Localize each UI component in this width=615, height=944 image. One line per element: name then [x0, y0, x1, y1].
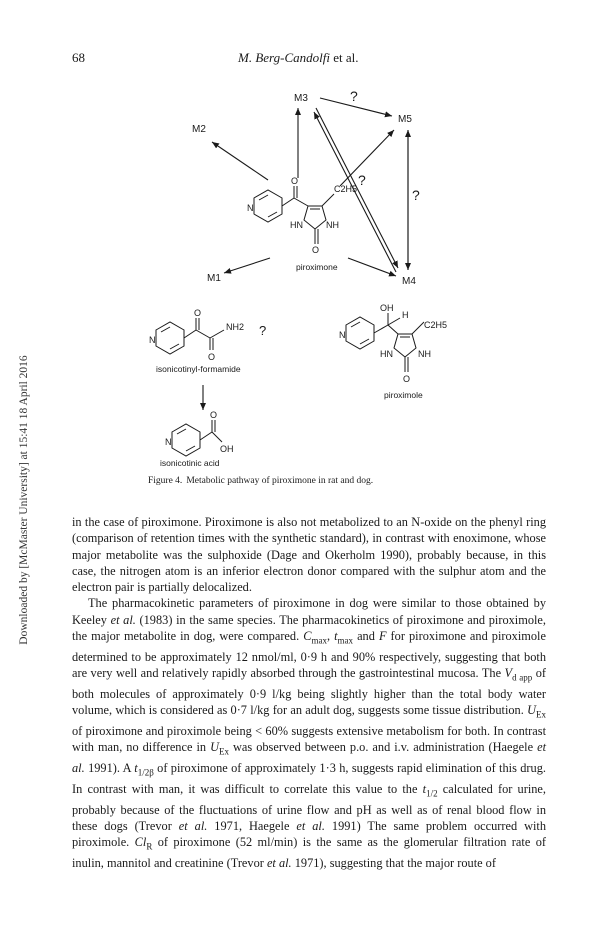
isonicotinic-acid-structure	[172, 420, 222, 456]
running-title-etal: et al.	[333, 50, 359, 65]
m1-label: M1	[207, 273, 221, 284]
tmax-sub: max	[337, 635, 354, 646]
formamide-name: isonicotinyl-formamide	[156, 364, 241, 374]
p2-d: for piroximone and piroximole determined to be approximately 12 nmol/ml, 0·9 h and 90% respectively, suggesting that both are very well and relatively rapidly absorbed through the gastrointestinal mucosa. The	[72, 629, 546, 681]
piroximole-h: H	[402, 310, 409, 320]
p2-a: The pharmacokinetic parameters of piroximone in dog were similar to those obtained by Keeley	[72, 596, 546, 627]
acid-o: O	[210, 410, 218, 420]
paragraph-2: The pharmacokinetic parameters of piroximone in dog were similar to those obtained by Keeley et al. (1983) in the same species. The pharmacokinetics of piroximone and piroximole, the major metabolite in dog, were compared. $C_{max}$, $t_{max}$ and F for piroximone and piroximole determined to be approximately 12 nmol/ml, 0·9 h and 90% respectively, suggesting that both are very well and relatively rapidly absorbed through the gastrointestinal mucosa. The $V_{d app}$ of both molecules of approximately 0·9 l/kg being slightly higher than the total body water volume, which is considered as 0·7 l/kg for an adult dog, suggests some tissue distribution. $U_{Ex}$ of piroximone and piroximole being < 60% suggests extensive metabolism for both. In contrast with man, no difference in $U_{Ex}$ was observed between p.o. and i.v. administration (Haegele et al. 1991). A $t_{1/2\beta}$ of piroximone of approximately 1·3 h, suggests rapid elimination of this drug. In contrast with man, it was difficult to correlate this value to the $t_{1/2}$ calculated for urine, probably because of the fluctuations of urine flow and pH as well as of renal blood flow in these dogs (Trevor et al. 1971, Haegele et al. 1991) The same problem occurred with piroximole. $Cl_R$ of piroximone (52 ml/min) is the same as the glomerular filtration rate of inulin, mannitol and creatinine (Trevor et al. 1971), suggesting that the major route of	[72, 596, 547, 870]
piroximone-name: piroximone	[296, 262, 338, 272]
f-symbol: F	[378, 629, 387, 644]
piroximole-nh: NH	[418, 349, 431, 359]
p2-f: of piroximone and piroximole being < 60% suggests extensive metabolism for both. In contrast with man, no difference in	[72, 723, 546, 755]
question-mark-middle: ?	[358, 172, 366, 188]
t12-sub: 1/2	[426, 788, 438, 799]
etal-1: et al.	[110, 612, 136, 627]
download-side-note-text: Downloaded by [McMaster University] at 15:41 18 April 2016	[18, 355, 30, 645]
t12-symbol: t	[422, 781, 427, 796]
p2-b: (1983) in the same species. The pharmacokinetics of piroximone and piroximole, the major metabolite in dog, were compared.	[72, 612, 546, 644]
cmax-sub: max	[311, 635, 327, 646]
piroximone-ring-n: N	[247, 203, 254, 213]
arrow-to-m1	[224, 258, 270, 273]
tmax-symbol: t	[334, 629, 338, 644]
isonicotinyl-formamide-structure	[156, 318, 224, 354]
etal-2: et al.	[72, 740, 547, 776]
p2-m: of piroximone (52 ml/min) is the same as the glomerular filtration rate of inulin, mannitol and creatinine (Trevor	[72, 835, 546, 870]
p2-i: of piroximone of approximately 1·3 h, suggests rapid elimination of this drug. In contrast with man, it was difficult to correlate this value to the	[72, 761, 546, 796]
piroximone-urea-o: O	[312, 245, 320, 255]
m2-label: M2	[192, 124, 206, 135]
piroximole-name: piroximole	[384, 390, 423, 400]
acid-name: isonicotinic acid	[160, 458, 220, 468]
piroximone-structure	[254, 186, 334, 244]
paragraph-1: in the case of piroximone. Piroximone is also not metabolized to an N-oxide on the phenyl ring (comparison of retention times with the synthetic standard), in contrast with enoximone, whose major metabolite was the sulphoxide (Dage and Okerholm 1990), probably because, in this case, the nitrogen atom is an inferior electron donor compared with the sulphur atom and the electron pair is partially delocalized.	[72, 515, 546, 595]
question-mark-top: ?	[350, 88, 358, 104]
acid-ring-n: N	[165, 437, 172, 447]
body-text	[72, 514, 546, 871]
p2-g: was observed between p.o. and i.v. administration (Haegele	[233, 740, 534, 755]
p2-k: 1971, Haegele	[214, 818, 290, 833]
t12b-sub: 1/2β	[137, 767, 154, 778]
question-mark-right: ?	[412, 187, 420, 203]
etal-4: et al.	[296, 818, 325, 833]
formamide-top-o: O	[194, 308, 202, 318]
running-title-author: M. Berg-Candolfi	[238, 50, 330, 65]
piroximone-hn: HN	[290, 220, 303, 230]
uex-symbol-1: U	[527, 703, 536, 718]
p2-l: 1991) The same problem occurred with piroximole.	[72, 818, 547, 850]
p2-n: 1971), suggesting that the major route of	[294, 855, 496, 870]
vd-symbol: V	[504, 666, 513, 681]
clr-sub: R	[146, 841, 153, 852]
uex-sub-2: Ex	[218, 746, 229, 757]
vd-sub: d app	[512, 672, 533, 683]
p2-h: 1991). A	[88, 761, 131, 776]
m3-label: M3	[294, 93, 308, 104]
formamide-amide: NH2	[226, 322, 245, 332]
piroximone-nh: NH	[326, 220, 339, 230]
arrow-to-m4	[348, 258, 396, 276]
acid-oh: OH	[220, 444, 234, 454]
t12b-symbol: t	[134, 761, 138, 776]
question-mark-amide: ?	[259, 323, 267, 338]
page-number: 68	[72, 50, 85, 65]
piroximole-structure	[346, 313, 424, 372]
piroximone-ethyl: C2H5	[334, 184, 358, 194]
p2-e: of both molecules of approximately 0·9 l/kg being slightly higher than the total body water volume, which is considered as 0·7 l/kg for an adult dog, suggests some tissue distribution.	[72, 666, 547, 718]
m5-label: M5	[398, 114, 412, 125]
m4-label: M4	[402, 276, 416, 287]
figure-caption	[148, 476, 373, 486]
uex-sub-1: Ex	[536, 709, 546, 720]
figure-caption-text: Metabolic pathway of piroximone in rat and dog.	[186, 476, 374, 486]
piroximole-ring-n: N	[339, 330, 346, 340]
arrow-to-m2	[212, 142, 268, 180]
formamide-bottom-o: O	[208, 352, 216, 362]
etal-3: et al.	[178, 818, 208, 833]
cmax-symbol: C	[303, 629, 312, 644]
figure-caption-label: Figure 4.	[148, 476, 183, 486]
piroximole-hn: HN	[380, 349, 393, 359]
formamide-ring-n: N	[149, 335, 156, 345]
uex-symbol-2: U	[210, 740, 219, 755]
piroximole-oh: OH	[380, 303, 394, 313]
piroximole-ethyl: C2H5	[424, 320, 448, 330]
etal-5: et al.	[266, 855, 292, 870]
clr-symbol: Cl	[134, 835, 147, 850]
piroximone-carbonyl-o: O	[291, 176, 299, 186]
piroximole-urea-o: O	[403, 374, 411, 384]
p2-c: and	[357, 629, 375, 644]
p2-j: calculated for urine, probably because of the fluctuations of urine flow and pH as well as of renal blood flow in these dogs (Trevor	[72, 781, 546, 833]
